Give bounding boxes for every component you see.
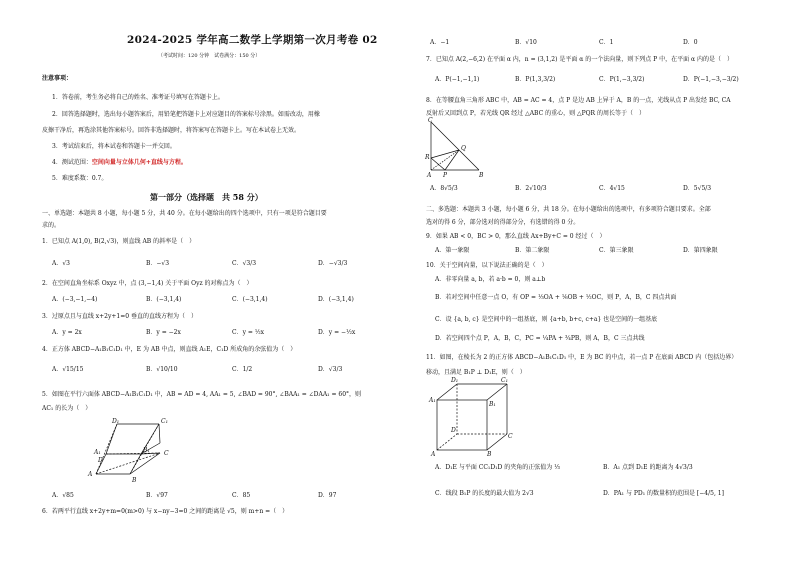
q3-option-b: B．y = −2x xyxy=(146,329,181,336)
q11-option-d: D．PA₁ 与 PD₁ 的数量积的范围是 [−4/5, 1] xyxy=(603,490,724,497)
question-8a: 8．在等腰直角三角形 ABC 中，AB = AC = 4，点 P 是边 AB 上异于 A，B 的一点，光线从点 P 出发经 BC, CA xyxy=(426,97,731,104)
question-2: 2．在空间直角坐标系 Oxyz 中，点 (3,−1,4) 关于平面 Oyz 的对称点为（ ） xyxy=(42,280,253,287)
note-2a: 2．回答选择题时，选出每小题答案后，用铅笔把答题卡上对应题目的答案标号涂黑。如需改动，用橡 xyxy=(52,111,320,118)
q2-option-b: B．(−3,1,4) xyxy=(146,296,182,303)
q4-option-a: A．√15/15 xyxy=(52,366,84,373)
question-10: 10．关于空间向量，以下说法正确的是（ ） xyxy=(426,262,548,269)
cube-label-A: A xyxy=(431,451,436,458)
question-5b: AC₁ 的长为（ ） xyxy=(42,405,92,412)
tri-label-B: B xyxy=(479,172,484,179)
note-1: 1．答卷前，考生务必将自己的姓名、准考证号填写在答题卡上。 xyxy=(52,94,224,101)
question-1: 1．已知点 A(1,0), B(2,√3)，则直线 AB 的斜率是（ ） xyxy=(42,238,196,245)
q9-option-c: C．第三象限 xyxy=(599,247,634,254)
q7-option-d: D．P(−1,−3,−3/2) xyxy=(683,76,739,83)
paper-subtitle: （考试时间：120 分钟 试卷满分：150 分） xyxy=(158,53,261,59)
q7-option-a: A．P(−1,−1,1) xyxy=(435,76,480,83)
parallelepiped-figure xyxy=(86,418,178,488)
cube-label-B1: B₁ xyxy=(489,401,496,408)
question-4: 4．正方体 ABCD−A₁B₁C₁D₁ 中，E 为 AB 中点，则直线 A₁E，C₁D 所成角的余弦值为（ ） xyxy=(42,346,297,353)
cube-label-D1: D₁ xyxy=(451,377,459,384)
q1-option-c: C．√3/3 xyxy=(232,260,257,267)
note-3: 3．考试结束后，将本试卷和答题卡一并交回。 xyxy=(52,143,176,150)
question-3: 3．过原点且与直线 x+2y+1=0 垂直的直线方程为（ ） xyxy=(42,313,197,320)
question-7: 7．已知点 A(2,−6,2) 在平面 α 内，n = (3,1,2) 是平面 α 的一个法向量，则下列点 P 中，在平面 α 内的是（ ） xyxy=(426,56,733,63)
label-A1: A₁ xyxy=(94,449,101,456)
label-C1: C₁ xyxy=(161,418,168,425)
q5-option-d: D．97 xyxy=(318,492,337,499)
q10-option-c: C．设 {a, b, c} 是空间中的一组基底，则 {a+b, b+c, c+a} 也是空间的一组基底 xyxy=(435,316,658,323)
q7-option-c: C．P(1,−3,3/2) xyxy=(599,76,645,83)
note-4-prefix: 4．测试范围： xyxy=(52,159,92,166)
tri-label-Q: Q xyxy=(461,145,466,152)
notes-heading: 注意事项： xyxy=(42,75,73,82)
label-B1: B₁ xyxy=(143,447,150,454)
q5-option-b: B．√97 xyxy=(146,492,168,499)
q6-option-d: D．0 xyxy=(683,39,698,46)
label-A: A xyxy=(88,471,93,478)
q8-option-d: D．5√5/3 xyxy=(683,185,712,192)
q11-option-a: A．D₁E 与平面 CC₁D₁D 的夹角的正弦值为 ⅓ xyxy=(435,464,560,471)
question-6: 6．若两平行直线 x+2y+m=0(m>0) 与 x−ny−3=0 之间的距离是 √5，则 m+n =（ ） xyxy=(42,508,289,515)
note-2b: 皮擦干净后，再选涂其他答案标号。回答非选择题时，将答案写在答题卡上。写在本试卷上无效。 xyxy=(42,127,301,134)
q1-option-a: A．√3 xyxy=(52,260,70,267)
question-11a: 11．如图，在棱长为 2 的正方体 ABCD−A₁B₁C₁D₁ 中，E 为 BC 的中点，若一点 P 在底面 ABCD 内（包括边界） xyxy=(426,354,738,361)
part1-intro-b: 求的。 xyxy=(42,222,61,229)
part2-intro-b: 选对的得 6 分，部分选对的得部分分，有选错的得 0 分。 xyxy=(426,219,580,226)
q4-option-c: C．1/2 xyxy=(232,366,253,373)
cube-label-C: C xyxy=(508,433,513,440)
tri-label-P: P xyxy=(443,172,448,179)
q8-option-b: B．2√10/3 xyxy=(515,185,547,192)
q7-option-b: B．P(1,3,3/2) xyxy=(515,76,556,83)
paper-title: 2024-2025 学年高二数学上学期第一次月考卷 02 xyxy=(127,34,378,46)
q4-option-d: D．√3/3 xyxy=(318,366,343,373)
tri-label-R: R xyxy=(425,154,430,161)
q10-option-a: A．非零向量 a, b，若 a·b = 0，则 a⊥b xyxy=(435,276,546,283)
q10-option-d: D．若空间四个点 P，A，B，C，PC = ¼PA + ¾PB，则 A，B，C 三点共线 xyxy=(435,335,645,342)
q10-option-b: B．若对空间中任意一点 O，有 OP = ⅓OA + ⅙OB + ½OC，则 P，A，B，C 四点共面 xyxy=(435,294,677,301)
q5-option-a: A．√85 xyxy=(52,492,74,499)
q3-option-a: A．y = 2x xyxy=(52,329,82,336)
triangle-reflection-figure xyxy=(425,116,489,178)
q3-option-c: C．y = ½x xyxy=(232,329,265,336)
q1-option-d: D．−√3/3 xyxy=(318,260,348,267)
q11-option-c: C．线段 B₁P 的长度的最大值为 2√3 xyxy=(435,490,534,497)
question-5a: 5．如图在平行六面体 ABCD−A₁B₁C₁D₁ 中，AB = AD = 4, AA₁ = 5, ∠BAD = 90°, ∠BAA₁ = ∠DAA₁ = 60°，则 xyxy=(42,391,362,398)
q6-option-b: B．√10 xyxy=(515,39,537,46)
cube-label-C1: C₁ xyxy=(501,377,508,384)
note-4 xyxy=(52,159,187,167)
q11-option-b: B．A₁ 点到 D₁E 的距离为 4√3/3 xyxy=(603,464,693,471)
label-C: C xyxy=(164,450,169,457)
q4-option-b: B．√10/10 xyxy=(146,366,178,373)
q2-option-d: D．(−3,1,4) xyxy=(318,296,354,303)
question-9: 9．如果 AB < 0，BC > 0，那么直线 Ax+By+C = 0 经过（ ） xyxy=(426,233,606,240)
label-D1: D₁ xyxy=(112,418,120,425)
q3-option-d: D．y = −½x xyxy=(318,329,356,336)
q8-option-a: A．8√5/3 xyxy=(430,185,458,192)
q5-option-c: C．85 xyxy=(232,492,251,499)
question-8b: 反射后又回到点 P，若光线 QR 经过 △ABC 的重心，则 △PQR 的周长等于（ ） xyxy=(426,110,645,117)
cube-label-A1: A₁ xyxy=(429,397,436,404)
q9-option-d: D．第四象限 xyxy=(683,247,718,254)
cube-label-D: D xyxy=(451,427,456,434)
q9-option-a: A．第一象限 xyxy=(435,247,470,254)
cube-label-B: B xyxy=(487,451,492,458)
q1-option-b: B．−√3 xyxy=(146,260,170,267)
part1-intro-a: 一、单选题：本题共 8 小题，每小题 5 分，共 40 分。在每小题给出的四个选项中，只有一项是符合题目要 xyxy=(42,210,327,217)
question-11b: 移动，且满足 B₁P ⊥ D₁E，则（ ） xyxy=(426,369,526,376)
q8-option-c: C．4√15 xyxy=(599,185,625,192)
note-5: 5．难度系数：0.7。 xyxy=(52,175,108,182)
q2-option-a: A．(−3,−1,−4) xyxy=(52,296,98,303)
q9-option-b: B．第二象限 xyxy=(515,247,550,254)
tri-label-A: A xyxy=(427,172,432,179)
right-column xyxy=(397,0,794,562)
part2-intro-a: 二、多选题：本题共 3 小题，每小题 6 分，共 18 分。在每小题给出的选项中，有多项符合题目要求。全部 xyxy=(426,206,711,213)
q6-option-c: C．1 xyxy=(599,39,614,46)
label-D: D xyxy=(98,457,103,464)
label-B: B xyxy=(132,477,137,484)
cube-figure xyxy=(429,376,511,456)
q6-option-a: A．−1 xyxy=(430,39,450,46)
tri-label-C: C xyxy=(428,117,433,124)
note-4-scope: 空间向量与立体几何+直线与方程。 xyxy=(91,159,187,166)
part1-heading: 第一部分（选择题 共 58 分） xyxy=(150,192,263,202)
q2-option-c: C．(−3,1,4) xyxy=(232,296,268,303)
